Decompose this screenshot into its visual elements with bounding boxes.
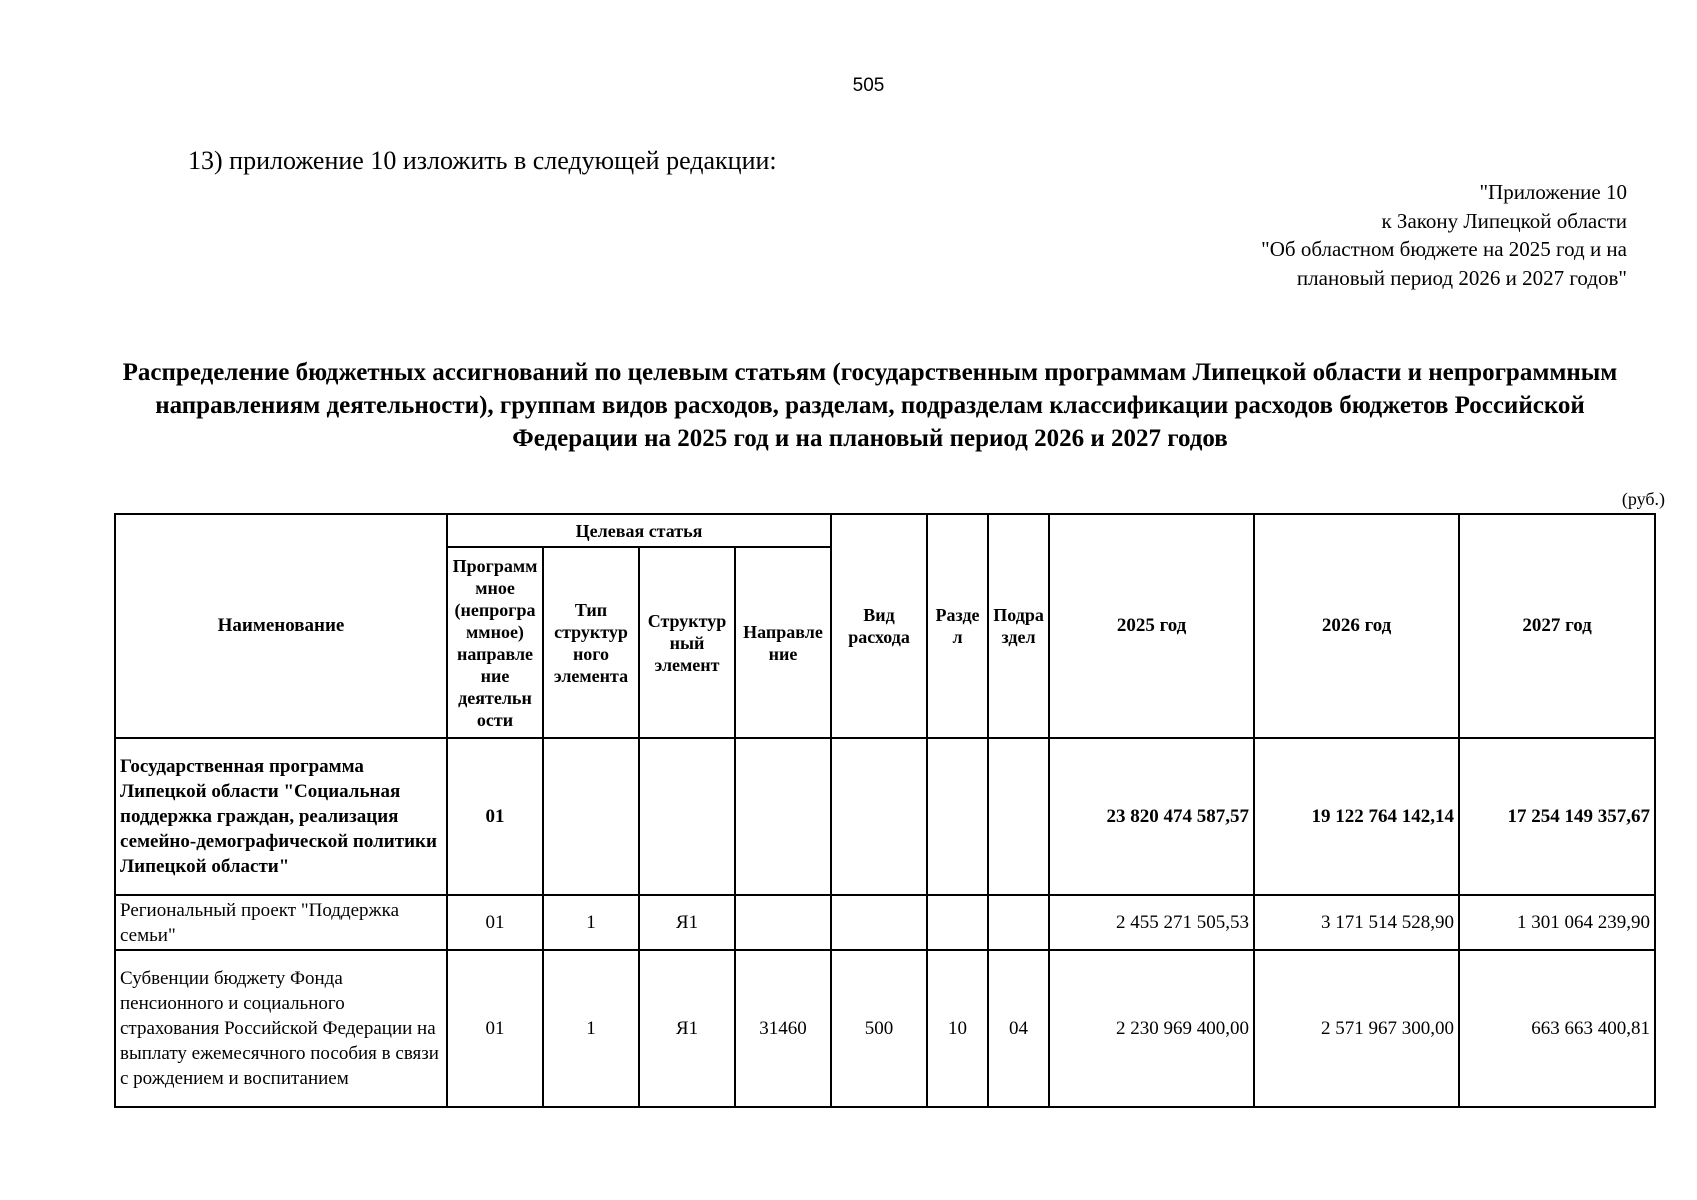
row-direction: 31460 <box>735 950 831 1107</box>
row-name: Государственная программа Липецкой области "Социальная поддержка граждан, реализация семейно-демографической политики Липецкой области" <box>115 738 447 895</box>
row-expense-type <box>831 895 927 950</box>
row-struct-type <box>543 738 639 895</box>
row-subsection: 04 <box>988 950 1049 1107</box>
appendix-line: "Приложение 10 <box>1479 180 1627 204</box>
appendix-header <box>1261 178 1627 292</box>
row-subsection <box>988 895 1049 950</box>
row-amount-2026: 2 571 967 300,00 <box>1254 950 1459 1107</box>
row-program: 01 <box>447 895 543 950</box>
table-row <box>115 895 1655 950</box>
row-program: 01 <box>447 738 543 895</box>
row-amount-2026: 3 171 514 528,90 <box>1254 895 1459 950</box>
row-name: Субвенции бюджету Фонда пенсионного и социального страхования Российской Федерации на выплату ежемесячного пособия в связи с рождением и воспитанием <box>115 950 447 1107</box>
header-year-2027: 2027 год <box>1459 514 1655 738</box>
document-title: Распределение бюджетных ассигнований по целевым статьям (государственным программам Липецкой области и непрограммным направлениям деятельности), группам видов расходов, разделам, подразделам классификации расходов бюджетов Российской Федерации на 2025 год и на плановый период 2026 и 2027 годов <box>122 359 1618 452</box>
row-amount-2025: 2 455 271 505,53 <box>1049 895 1254 950</box>
header-name: Наименование <box>115 514 447 738</box>
row-program: 01 <box>447 950 543 1107</box>
row-expense-type <box>831 738 927 895</box>
row-amount-2027: 17 254 149 357,67 <box>1459 738 1655 895</box>
row-struct-element <box>639 738 735 895</box>
header-section: Разде л <box>927 514 988 738</box>
row-section <box>927 738 988 895</box>
row-struct-type: 1 <box>543 950 639 1107</box>
row-amount-2027: 1 301 064 239,90 <box>1459 895 1655 950</box>
appendix-line: "Об областном бюджете на 2025 год и на <box>1261 237 1627 261</box>
row-struct-type: 1 <box>543 895 639 950</box>
table-row <box>115 950 1655 1107</box>
header-subsection: Подра здел <box>988 514 1049 738</box>
row-struct-element: Я1 <box>639 895 735 950</box>
page-number: 505 <box>852 75 885 96</box>
row-direction <box>735 895 831 950</box>
row-amount-2027: 663 663 400,81 <box>1459 950 1655 1107</box>
header-expense-type: Вид расхода <box>831 514 927 738</box>
row-amount-2025: 2 230 969 400,00 <box>1049 950 1254 1107</box>
row-subsection <box>988 738 1049 895</box>
intro-text: 13) приложение 10 изложить в следующей редакции: <box>188 146 777 175</box>
row-struct-element: Я1 <box>639 950 735 1107</box>
row-direction <box>735 738 831 895</box>
appendix-line: плановый период 2026 и 2027 годов" <box>1296 265 1627 290</box>
budget-table <box>114 513 1656 1108</box>
header-year-2025: 2025 год <box>1049 514 1254 738</box>
header-target-article: Целевая статья <box>447 514 831 547</box>
header-program: Программ мное (непрогра ммное) направле ние деятельн ости <box>447 547 543 738</box>
table-row <box>115 738 1655 895</box>
units-label: (руб.) <box>1621 489 1665 509</box>
row-section <box>927 895 988 950</box>
header-direction: Направле ние <box>735 547 831 738</box>
header-struct-type: Тип структур ного элемента <box>543 547 639 738</box>
row-amount-2025: 23 820 474 587,57 <box>1049 738 1254 895</box>
row-section: 10 <box>927 950 988 1107</box>
row-expense-type: 500 <box>831 950 927 1107</box>
header-year-2026: 2026 год <box>1254 514 1459 738</box>
header-struct-element: Структур ный элемент <box>639 547 735 738</box>
appendix-line: к Закону Липецкой области <box>1381 208 1627 233</box>
row-name: Региональный проект "Поддержка семьи" <box>115 895 447 950</box>
row-amount-2026: 19 122 764 142,14 <box>1254 738 1459 895</box>
